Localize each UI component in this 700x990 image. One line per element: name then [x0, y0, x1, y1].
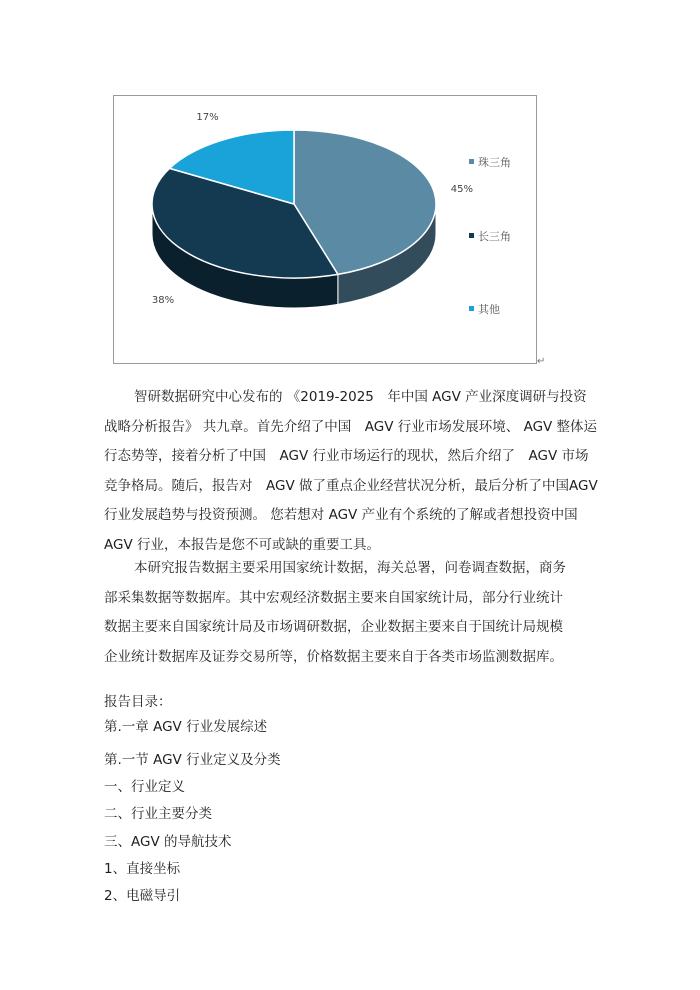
pie-slice-label: 45% — [450, 184, 474, 196]
return-mark: ↵ — [537, 356, 546, 367]
toc-item: 第.一节 AGV 行业定义及分类 — [104, 752, 281, 768]
toc-item: 1、直接坐标 — [104, 861, 181, 877]
legend-label: 其他 — [478, 303, 500, 316]
paragraph-line: 行态势等，接着分析了中国 AGV 行业市场运行的现状，然后介绍了 AGV 市场 — [104, 448, 589, 464]
paragraph-line: 企业统计数据库及证券交易所等，价格数据主要来自于各类市场监测数据库。 — [104, 648, 563, 665]
pie-chart — [113, 95, 537, 364]
toc-heading: 报告目录： — [104, 694, 172, 710]
legend-swatch — [469, 306, 474, 311]
toc-item: 第.一章 AGV 行业发展综述 — [104, 719, 268, 735]
pie-chart-svg — [114, 96, 538, 365]
toc-item: 二、行业主要分类 — [104, 806, 212, 822]
pie-slice-label: 17% — [196, 112, 219, 124]
paragraph-line: 行业发展趋势与投资预测。 您若想对 AGV 产业有个系统的了解或者想投资中国 — [104, 507, 578, 523]
legend-swatch — [469, 159, 474, 164]
legend-swatch — [469, 233, 474, 238]
paragraph-line: 竞争格局。随后，报告对 AGV 做了重点企业经营状况分析，最后分析了中国AGV — [104, 477, 598, 494]
paragraph-line: 智研数据研究中心发布的 《2019-2025 年中国 AGV 产业深度调研与投资 — [134, 389, 587, 405]
paragraph-line: 数据主要来自国家统计局及市场调研数据，企业数据主要来自于国统计局规模 — [104, 619, 563, 635]
pie-slice-label: 38% — [151, 295, 175, 307]
legend-label: 珠三角 — [478, 156, 511, 169]
toc-item: 2、电磁导引 — [104, 888, 181, 904]
paragraph-line: 本研究报告数据主要采用国家统计数据，海关总署，问卷调查数据，商务 — [134, 560, 566, 576]
legend-label: 长三角 — [478, 230, 511, 243]
toc-item: 一、行业定义 — [104, 779, 185, 795]
toc-item: 三、AGV 的导航技术 — [104, 834, 232, 850]
paragraph-line: AGV 行业，本报告是您不可或缺的重要工具。 — [104, 536, 380, 553]
paragraph-line: 战略分析报告》 共九章。首先介绍了中国 AGV 行业市场发展环境、 AGV 整体运 — [104, 418, 598, 435]
paragraph-line: 部采集数据等数据库。其中宏观经济数据主要来自国家统计局，部分行业统计 — [104, 589, 563, 606]
